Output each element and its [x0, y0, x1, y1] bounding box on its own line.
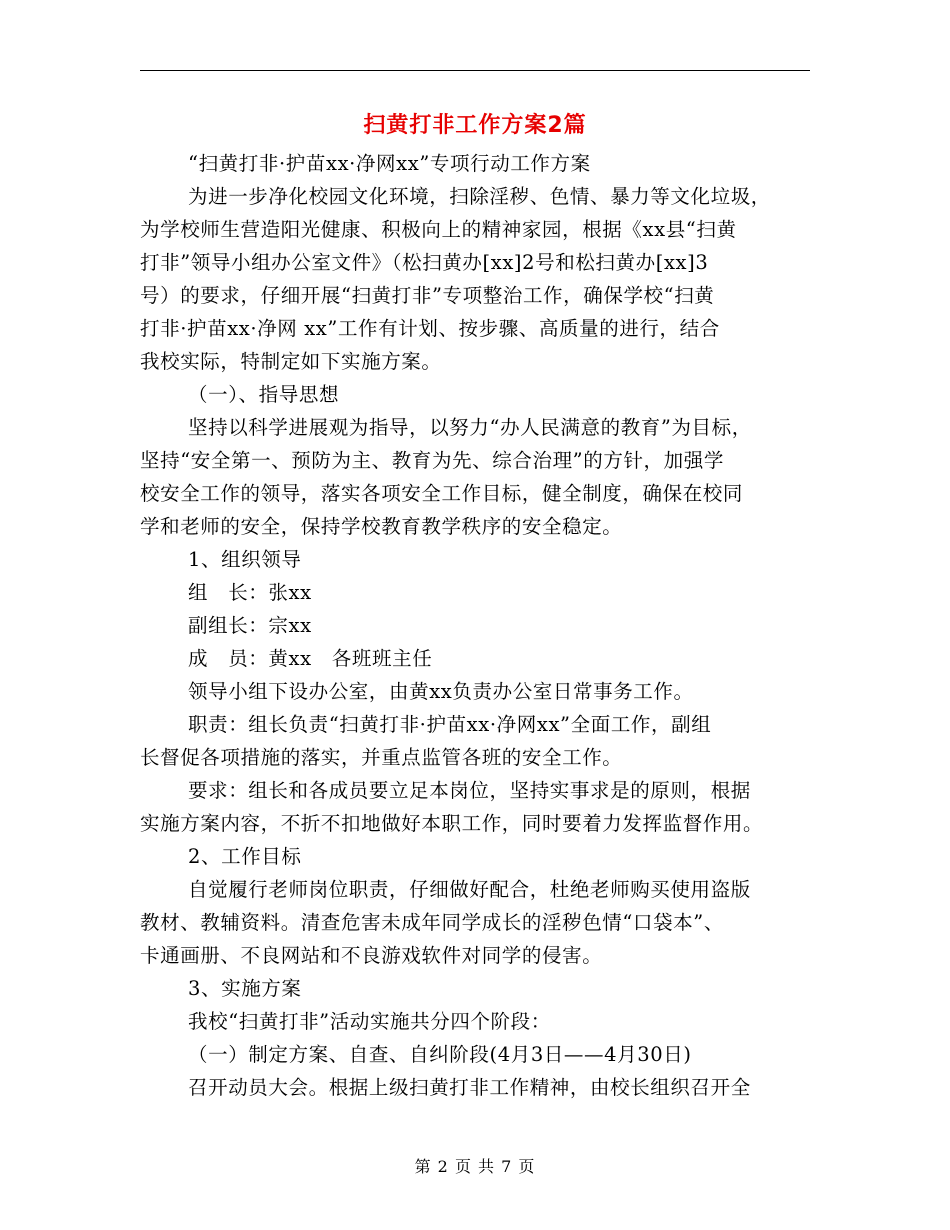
text-line: 召开动员大会。根据上级扫黄打非工作精神，由校长组织召开全	[188, 1076, 751, 1099]
text-line: 号）的要求，仔细开展“扫黄打非”专项整治工作，确保学校“扫黄	[140, 284, 715, 307]
text-line: 教材、教辅资料。清查危害未成年同学成长的淫秽色情“口袋本”、	[140, 911, 724, 934]
text-line: 成 员：黄xx 各班班主任	[188, 647, 433, 670]
text-line: 实施方案内容，不折不扣地做好本职工作，同时要着力发挥监督作用。	[140, 812, 764, 835]
text-line: 学和老师的安全，保持学校教育教学秩序的安全稳定。	[140, 515, 623, 538]
text-line: 1、组织领导	[188, 548, 302, 571]
text-line: 坚持以科学进展观为指导，以努力“办人民满意的教育”为目标，	[188, 416, 752, 439]
text-line: 坚持“安全第一、预防为主、教育为先、综合治理”的方针，加强学	[140, 449, 724, 472]
text-line: 我校实际，特制定如下实施方案。	[140, 350, 442, 373]
header-rule	[140, 70, 810, 71]
document-title: 扫黄打非工作方案2篇	[363, 113, 587, 138]
text-line: 卡通画册、不良网站和不良游戏软件对同学的侵害。	[140, 944, 603, 967]
document-body	[140, 147, 812, 1104]
text-line: （一）、指导思想	[188, 383, 340, 406]
text-line: 3、实施方案	[188, 977, 302, 1000]
text-line: 自觉履行老师岗位职责，仔细做好配合，杜绝老师购买使用盗版	[188, 878, 751, 901]
text-line: 领导小组下设办公室，由黄xx负责办公室日常事务工作。	[188, 680, 694, 703]
text-line: 为进一步净化校园文化环境，扫除淫秽、色情、暴力等文化垃圾，	[188, 185, 771, 208]
text-line: 副组长：宗xx	[188, 614, 312, 637]
text-line: 打非”领导小组办公室文件》（松扫黄办[xx]2号和松扫黄办[xx]3	[140, 251, 709, 274]
text-line: 要求：组长和各成员要立足本岗位，坚持实事求是的原则，根据	[188, 779, 751, 802]
text-line: 长督促各项措施的落实，并重点监管各班的安全工作。	[140, 746, 623, 769]
text-line: 组 长：张xx	[188, 581, 312, 604]
text-line: 打非·护苗xx·净网 xx”工作有计划、按步骤、高质量的进行，结合	[140, 317, 720, 340]
page-footer: 第 2 页 共 7 页	[414, 1157, 536, 1176]
text-line: 职责：组长负责“扫黄打非·护苗xx·净网xx”全面工作，副组	[188, 713, 712, 736]
text-line: 2、工作目标	[188, 845, 302, 868]
text-line: 我校“扫黄打非”活动实施共分四个阶段：	[188, 1010, 551, 1033]
text-line: 为学校师生营造阳光健康、积极向上的精神家园，根据《xx县“扫黄	[140, 218, 737, 241]
text-line: 校安全工作的领导，落实各项安全工作目标，健全制度，确保在校同	[140, 482, 744, 505]
text-line: （一）制定方案、自查、自纠阶段(4月3日——4月30日)	[188, 1043, 692, 1066]
text-line: “扫黄打非·护苗xx·净网xx”专项行动工作方案	[188, 152, 591, 175]
